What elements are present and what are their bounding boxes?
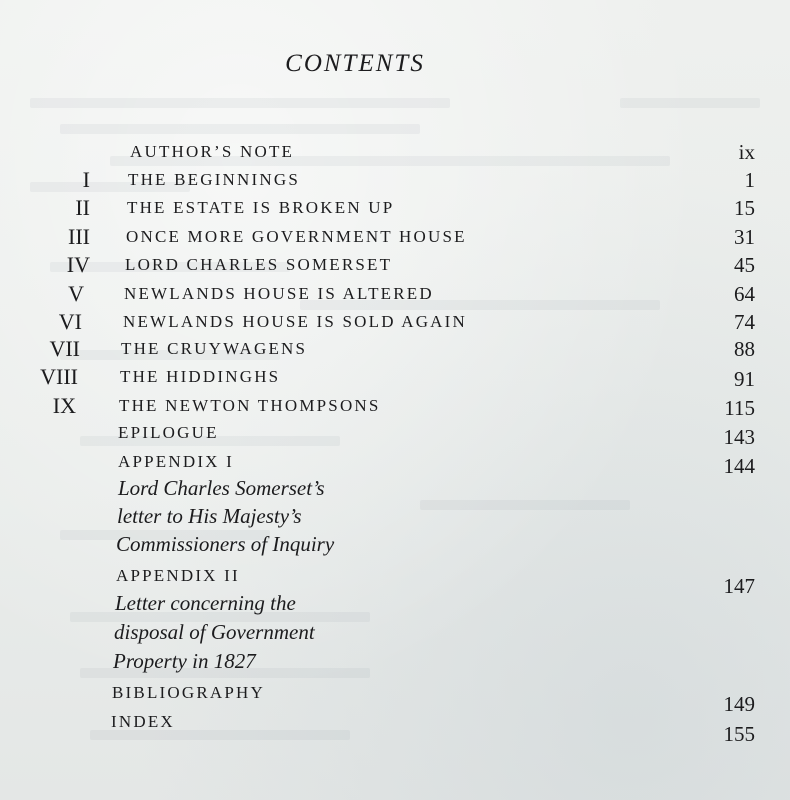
- page-number: 64: [734, 282, 755, 306]
- chapter-numeral: VI: [58, 309, 82, 334]
- page-number: 149: [723, 692, 755, 716]
- chapter-numeral: II: [75, 195, 90, 220]
- entry-label: INDEX: [111, 712, 175, 731]
- appendix-2-description-line: Property in 1827: [113, 649, 256, 673]
- chapter-numeral: VII: [49, 336, 80, 361]
- page-number: 143: [723, 425, 755, 449]
- appendix-2-description-line: Letter concerning the: [115, 591, 296, 615]
- entry-label: APPENDIX I: [118, 452, 234, 471]
- page-number: 1: [744, 168, 755, 192]
- entry-label: APPENDIX II: [116, 566, 240, 585]
- page-number: ix: [738, 140, 755, 164]
- page-number: 31: [734, 225, 755, 249]
- appendix-1-description-line: Lord Charles Somerset’s: [118, 476, 325, 500]
- page-number: 115: [724, 396, 755, 420]
- page-number: 88: [734, 337, 755, 361]
- entry-label: LORD CHARLES SOMERSET: [125, 255, 393, 274]
- appendix-1-description-line: Commissioners of Inquiry: [116, 532, 335, 556]
- appendix-1-description-line: letter to His Majesty’s: [117, 504, 302, 528]
- entry-label: THE NEWTON THOMPSONS: [119, 396, 381, 415]
- entry-label: NEWLANDS HOUSE IS SOLD AGAIN: [123, 312, 467, 331]
- page-number: 15: [734, 196, 755, 220]
- page-number: 74: [734, 310, 755, 334]
- entry-label: EPILOGUE: [118, 423, 219, 442]
- page-number: 155: [723, 722, 755, 746]
- chapter-numeral: VIII: [40, 364, 78, 389]
- entry-label: BIBLIOGRAPHY: [112, 683, 265, 702]
- appendix-2-description-line: disposal of Government: [114, 620, 315, 644]
- contents-title: CONTENTS: [285, 50, 425, 77]
- chapter-numeral: I: [82, 167, 90, 192]
- chapter-numeral: IV: [66, 252, 90, 277]
- entry-label: THE HIDDINGHS: [120, 367, 281, 386]
- chapter-numeral: III: [68, 224, 90, 249]
- entry-label: AUTHOR’S NOTE: [130, 142, 295, 161]
- page-number: 147: [723, 574, 755, 598]
- entry-label: ONCE MORE GOVERNMENT HOUSE: [126, 227, 467, 246]
- entry-label: THE CRUYWAGENS: [121, 339, 308, 358]
- page-number: 45: [734, 253, 755, 277]
- entry-label: NEWLANDS HOUSE IS ALTERED: [124, 284, 434, 303]
- page-number: 144: [723, 454, 755, 478]
- chapter-numeral: V: [68, 281, 84, 306]
- chapter-numeral: IX: [52, 393, 76, 418]
- entry-label: THE ESTATE IS BROKEN UP: [127, 198, 395, 217]
- entry-label: THE BEGINNINGS: [128, 170, 300, 189]
- page-number: 91: [734, 367, 755, 391]
